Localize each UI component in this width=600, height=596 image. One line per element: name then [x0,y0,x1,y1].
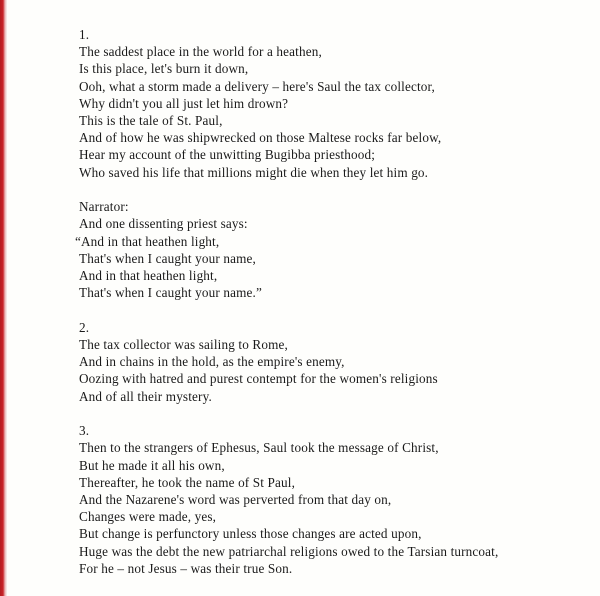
red-page-edge [0,0,7,596]
lyric-line: That's when I caught your name.” [79,285,262,301]
lyric-line: And of how he was shipwrecked on those Maltese rocks far below, [79,130,442,146]
lyric-line: Changes were made, yes, [79,509,217,525]
lyric-line: And in chains in the hold, as the empire's enemy, [79,354,345,370]
verse-number: 1. [79,27,90,42]
lyric-line: And in that heathen light, [79,268,218,284]
lyric-line: But change is perfunctory unless those changes are acted upon, [79,526,422,542]
lyric-line: “And in that heathen light, [75,233,220,249]
verse-number: 3. [79,423,90,439]
stanza-narrator [75,198,595,301]
verse-number: 2. [79,319,90,335]
lyric-line: Hear my account of the unwitting Bugibba priesthood; [79,147,376,163]
speaker-label: Narrator: [79,199,129,215]
stanza-2 [79,319,595,405]
lyric-line: Who saved his life that millions might die when they let him go. [79,164,429,180]
lyric-line: Then to the strangers of Ephesus, Saul took the message of Christ, [79,440,439,456]
stanza-3 [79,422,595,577]
lyric-line: For he – not Jesus – was their true Son. [79,560,293,576]
lyric-line: But he made it all his own, [79,457,225,473]
lyric-line: Why didn't you all just let him drown? [79,95,289,111]
lyric-line: Huge was the debt the new patriarchal religions owed to the Tarsian turncoat, [79,543,499,559]
lyric-line: The saddest place in the world for a heathen, [79,44,322,60]
lyric-line: The tax collector was sailing to Rome, [79,337,288,353]
lyric-line: Is this place, let's burn it down, [79,61,249,77]
lyrics-text [75,26,595,577]
lyric-line: Ooh, what a storm made a delivery – here's Saul the tax collector, [79,78,435,94]
lyric-line: And one dissenting priest says: [79,216,248,232]
lyric-line: And of all their mystery. [79,388,212,404]
lyric-line: That's when I caught your name, [79,250,256,266]
lyric-line: Thereafter, he took the name of St Paul, [79,474,296,490]
stanza-1 [79,26,595,181]
lyric-line: Oozing with hatred and purest contempt for the women's religions [79,371,438,387]
lyric-line: And the Nazarene's word was perverted from that day on, [79,492,392,508]
lyric-line: This is the tale of St. Paul, [79,113,223,129]
